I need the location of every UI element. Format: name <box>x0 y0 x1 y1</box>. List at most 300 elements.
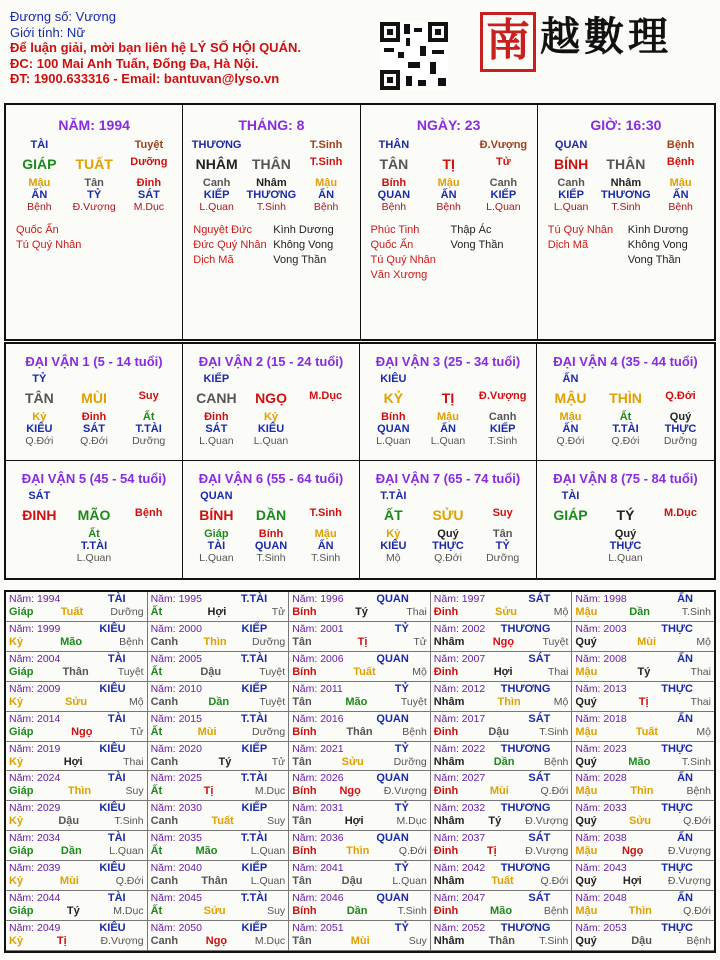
year-cell <box>572 742 714 772</box>
hidden-god: THƯƠNG <box>601 189 651 201</box>
hidden-god: QUAN <box>254 540 288 552</box>
hidden-god <box>543 540 598 552</box>
year-branch: Tý <box>637 665 651 678</box>
year-label: Năm: 2018 <box>575 712 627 725</box>
year-god: THỰC <box>661 862 693 875</box>
year-god: SÁT <box>528 593 551 605</box>
year-stem: Canh <box>150 635 179 648</box>
year-label: Năm: 2048 <box>575 892 627 905</box>
year-branch: Thìn <box>203 635 227 648</box>
year-life: Bệnh <box>543 905 569 918</box>
year-god: TỶ <box>394 622 409 635</box>
hidden-stem: Bính <box>381 411 406 423</box>
year-label: Năm: 2041 <box>292 862 344 875</box>
hidden-life <box>298 435 353 447</box>
hidden-life: L.Quan <box>608 552 643 564</box>
year-stem: Bính <box>292 905 317 918</box>
stem-branch: DẦN <box>255 507 287 523</box>
pillar-1 <box>183 105 360 339</box>
year-god: TÀI <box>107 593 126 605</box>
hidden-god: SÁT <box>205 423 228 435</box>
year-god: SÁT <box>528 892 551 905</box>
year-god: THỰC <box>661 922 693 935</box>
year-branch: Mão <box>345 695 368 708</box>
life-stage: M.Dục <box>664 507 697 519</box>
hidden-stem: Tân <box>84 177 104 189</box>
life-stage: M.Dục <box>309 390 343 402</box>
hidden-stem: Tân <box>492 528 513 540</box>
star: Vong Thần <box>450 239 504 251</box>
year-cell <box>289 801 431 831</box>
hidden-stem <box>298 411 353 423</box>
year-cell <box>148 921 290 951</box>
hidden-stem: Bính <box>258 528 284 540</box>
pillar-title: THÁNG: 8 <box>238 117 305 133</box>
stem-branch: MÙI <box>81 390 107 406</box>
year-branch: Ngọ <box>71 725 93 738</box>
year-life: L.Quan <box>109 845 144 858</box>
year-cell <box>431 712 573 742</box>
year-label: Năm: 2038 <box>575 832 627 845</box>
year-life: Tuyệt <box>259 665 286 678</box>
year-cell <box>289 831 431 861</box>
hidden-life: L.Quan <box>199 552 234 564</box>
stem-branch: TUẤT <box>75 156 113 172</box>
stem-branch: TỊ <box>441 390 455 406</box>
year-label: Năm: 2047 <box>433 892 486 905</box>
year-label: Năm: 2052 <box>433 922 486 935</box>
year-life: Mộ <box>553 695 569 708</box>
stem-branch: TỊ <box>442 156 455 172</box>
year-god: THỰC <box>661 682 693 695</box>
year-god: KIẾP <box>241 742 268 755</box>
hidden-god: KIẾP <box>490 189 517 201</box>
star: Vong Thần <box>627 254 681 266</box>
hidden-stem: Đinh <box>204 411 229 423</box>
year-label: Năm: 1994 <box>9 593 61 605</box>
year-stem: Đinh <box>433 785 459 798</box>
year-life: Thai <box>690 695 711 708</box>
year-god: THƯƠNG <box>500 622 551 635</box>
hidden-life: Mộ <box>386 552 401 564</box>
year-god: KIÊU <box>99 742 126 755</box>
hidden-god: TÀI <box>207 540 226 552</box>
year-cell <box>6 891 148 921</box>
year-life: Suy <box>408 935 427 948</box>
year-life: Tuyệt <box>117 665 144 678</box>
hidden-life: Bệnh <box>381 201 407 213</box>
dai-van-3 <box>360 344 537 461</box>
star: Nguyệt Đức <box>193 224 252 236</box>
year-label: Năm: 2021 <box>292 742 344 755</box>
year-god: QUAN <box>376 712 409 725</box>
hidden-life: Q.Đới <box>611 435 640 447</box>
year-label: Năm: 2003 <box>575 622 627 635</box>
year-stem: Mậu <box>575 665 598 678</box>
stem-branch: ẤT <box>384 507 403 523</box>
year-life: T.Sinh <box>114 815 144 828</box>
year-label: Năm: 2002 <box>433 622 486 635</box>
hidden-god <box>12 540 67 552</box>
hidden-life <box>121 552 176 564</box>
year-label: Năm: 2007 <box>433 652 486 665</box>
year-cell <box>431 592 573 622</box>
year-label: Năm: 2010 <box>150 682 202 695</box>
year-cell <box>6 861 148 891</box>
hidden-stem: Canh <box>202 177 231 189</box>
hidden-god: T.TÀI <box>612 423 639 435</box>
dai-van-title: ĐẠI VẬN 4 (35 - 44 tuổi) <box>553 354 698 369</box>
year-life: L.Quan <box>250 845 286 858</box>
year-cell <box>431 622 573 652</box>
stars-col1 <box>371 223 451 283</box>
year-cell <box>431 801 573 831</box>
hidden-god: TỶ <box>495 540 510 552</box>
year-cell <box>148 861 290 891</box>
hidden-life: T.Sinh <box>256 552 286 564</box>
year-label: Năm: 2032 <box>433 802 486 815</box>
year-label: Năm: 2025 <box>150 772 202 785</box>
year-life: Dưỡng <box>252 725 286 738</box>
stem-branch: KỶ <box>383 390 404 406</box>
year-god: KIÊU <box>99 922 126 935</box>
year-life: Q.Đới <box>540 785 569 798</box>
year-stem: Giáp <box>9 845 34 858</box>
year-god: THƯƠNG <box>500 682 551 695</box>
hidden-stem: Bính <box>381 177 407 189</box>
dai-van-title: ĐẠI VẬN 2 (15 - 24 tuổi) <box>198 354 344 369</box>
year-label: Năm: 2039 <box>9 862 61 875</box>
year-life: Tử <box>130 725 144 738</box>
life-stage: Suy <box>138 390 159 402</box>
year-cell <box>289 921 431 951</box>
hidden-life: Bệnh <box>436 201 461 213</box>
hidden-life: T.Sinh <box>611 201 641 213</box>
hidden-stem: Mậu <box>559 411 582 423</box>
year-life: Đ.Vượng <box>383 785 427 798</box>
year-stem: Quý <box>575 815 597 828</box>
year-god: TỶ <box>394 742 409 755</box>
year-branch: Thìn <box>630 785 654 798</box>
year-life: Tử <box>271 755 286 768</box>
year-cell <box>431 771 573 801</box>
year-life: Đ.Vượng <box>667 875 711 888</box>
star: Kình Dương <box>627 224 689 236</box>
dai-van-god: ẤN <box>562 373 579 385</box>
hidden-god: SÁT <box>83 423 105 435</box>
year-life: Đ.Vượng <box>100 935 144 948</box>
hidden-stem: Giáp <box>204 528 229 540</box>
year-label: Năm: 2020 <box>150 742 202 755</box>
dai-van-title: ĐẠI VẬN 6 (55 - 64 tuổi) <box>198 471 344 486</box>
year-god: ẤN <box>677 772 693 785</box>
stem-branch: SỬU <box>432 507 464 523</box>
year-label: Năm: 2044 <box>9 892 61 905</box>
year-branch: Tý <box>218 755 232 768</box>
year-stem: Giáp <box>9 665 34 678</box>
year-cell <box>572 622 714 652</box>
year-branch: Tuất <box>211 815 234 828</box>
hidden-life <box>543 552 598 564</box>
hidden-stem: Mậu <box>437 411 459 423</box>
stem-branch: THÌN <box>609 390 642 406</box>
hidden-stem: Mậu <box>437 177 460 189</box>
year-branch: Thìn <box>346 845 370 858</box>
hidden-life: L.Quan <box>76 552 112 564</box>
year-cell <box>6 831 148 861</box>
year-god: T.TÀI <box>240 712 268 725</box>
hidden-life: L.Quan <box>199 201 234 213</box>
hidden-god: THỰC <box>664 423 697 435</box>
year-label: Năm: 2050 <box>150 922 202 935</box>
year-label: Năm: 2037 <box>433 832 486 845</box>
year-branch: Mão <box>490 905 513 918</box>
dai-van-title: ĐẠI VẬN 8 (75 - 84 tuổi) <box>553 471 698 486</box>
year-branch: Sửu <box>628 815 651 828</box>
life-stage: Bệnh <box>666 156 695 168</box>
year-cell <box>6 622 148 652</box>
year-life: Đ.Vượng <box>667 845 711 858</box>
year-god: KIẾP <box>241 862 268 875</box>
year-label: Năm: 2011 <box>292 682 343 695</box>
year-label: Năm: 2008 <box>575 652 627 665</box>
year-life: Bệnh <box>686 785 711 798</box>
year-stem: Giáp <box>9 785 34 798</box>
year-cell <box>289 742 431 772</box>
year-branch: Dậu <box>341 875 363 888</box>
dai-van-title: ĐẠI VẬN 1 (5 - 14 tuổi) <box>25 354 163 369</box>
hidden-life: Q.Đới <box>556 435 585 447</box>
year-branch: Tuất <box>353 665 376 678</box>
hidden-life: Bệnh <box>313 201 339 213</box>
year-cell <box>148 891 290 921</box>
year-god: QUAN <box>376 772 409 785</box>
year-god: TÀI <box>107 832 126 845</box>
star: Tú Quý Nhân <box>370 254 436 266</box>
hidden-god: SÁT <box>137 189 160 201</box>
stem-branch: CANH <box>196 390 237 406</box>
year-life: Bệnh <box>119 635 144 648</box>
year-cell <box>289 891 431 921</box>
year-life: M.Dục <box>254 935 286 948</box>
year-label: Năm: 2026 <box>292 772 344 785</box>
year-table <box>4 590 716 953</box>
year-god: THƯƠNG <box>500 742 551 755</box>
year-label: Năm: 2049 <box>9 922 61 935</box>
year-god: QUAN <box>376 832 409 845</box>
hidden-life: L.Quan <box>430 435 466 447</box>
hidden-god: ẤN <box>672 189 689 201</box>
hidden-life: T.Sinh <box>311 552 341 564</box>
year-stem: Quý <box>575 755 597 768</box>
hidden-god <box>653 540 708 552</box>
year-god: TÀI <box>107 892 126 905</box>
year-stem: Mậu <box>575 785 598 798</box>
year-life: M.Dục <box>254 785 286 798</box>
hidden-stem: Đinh <box>136 177 162 189</box>
dai-van-2 <box>183 344 360 461</box>
year-stem: Quý <box>575 695 597 708</box>
hidden-god: ẤN <box>440 189 457 201</box>
year-life: L.Quan <box>250 875 286 888</box>
year-life: Thai <box>123 755 144 768</box>
dai-van-1 <box>6 344 183 461</box>
life-stage: Tử <box>496 156 511 168</box>
star: Đức Quý Nhân <box>193 239 267 251</box>
hidden-god: T.TÀI <box>80 540 108 552</box>
year-god: ẤN <box>677 892 693 905</box>
year-label: Năm: 2019 <box>9 742 61 755</box>
hidden-stem: Kỷ <box>386 528 401 540</box>
year-stem: Canh <box>150 695 179 708</box>
year-stem: Nhâm <box>433 935 465 948</box>
hidden-stem: Mậu <box>314 528 337 540</box>
hidden-life <box>12 552 67 564</box>
year-branch: Dậu <box>58 815 80 828</box>
dai-van-grid <box>4 342 716 580</box>
year-life: Đ.Vượng <box>525 815 569 828</box>
hidden-stem: Mậu <box>28 177 51 189</box>
dai-van-god: KIẾP <box>203 373 230 385</box>
stem-branch: NHÂM <box>195 156 238 172</box>
pillar-ten-god: Tuyệt <box>134 139 164 151</box>
year-branch: Thân <box>62 665 89 678</box>
year-label: Năm: 2014 <box>9 712 61 725</box>
stem-branch: ĐINH <box>22 507 57 523</box>
year-stem: Bính <box>292 606 317 618</box>
year-branch: Hợi <box>344 815 364 828</box>
year-life: Dưỡng <box>110 606 144 618</box>
year-god: KIÊU <box>99 862 126 875</box>
year-label: Năm: 2001 <box>292 622 344 635</box>
hidden-stem: Mậu <box>669 177 692 189</box>
year-life: M.Dục <box>396 815 427 828</box>
pillar-ten-god: Đ.Vượng <box>479 139 528 151</box>
year-label: Năm: 2022 <box>433 742 486 755</box>
year-stem: Canh <box>150 815 179 828</box>
year-branch: Tý <box>488 815 502 828</box>
stem-branch: THÂN <box>251 156 291 172</box>
year-life: Tuyệt <box>400 695 427 708</box>
year-stem: Canh <box>150 755 179 768</box>
year-cell <box>572 592 714 622</box>
year-god: T.TÀI <box>240 892 268 905</box>
life-stage: Suy <box>492 507 513 519</box>
hidden-stem <box>653 528 708 540</box>
star: Quốc Ấn <box>370 239 414 251</box>
year-branch: Tý <box>66 905 80 918</box>
year-branch: Mùi <box>637 635 657 648</box>
year-branch: Thìn <box>628 905 652 918</box>
star: Dịch Mã <box>547 239 589 251</box>
star: Vong Thần <box>273 254 327 266</box>
pillar-ten-god: Bệnh <box>666 139 695 151</box>
star: Quốc Ấn <box>16 224 59 236</box>
hidden-god: QUAN <box>377 423 410 435</box>
year-god: TÀI <box>107 652 126 665</box>
year-branch: Hợi <box>622 875 642 888</box>
pillar-ten-god <box>599 139 654 151</box>
year-life: Q.Đới <box>540 875 569 888</box>
year-god: THỰC <box>661 802 693 815</box>
stem-branch: GIÁP <box>553 507 588 523</box>
hidden-life: Đ.Vượng <box>72 201 116 213</box>
hidden-god: ẤN <box>31 189 48 201</box>
hidden-stem: Quý <box>614 528 637 540</box>
stars-col2 <box>628 223 688 268</box>
hidden-stem <box>121 528 176 540</box>
year-life: M.Dục <box>113 905 144 918</box>
year-branch: Tị <box>203 785 214 798</box>
year-stem: Tân <box>292 695 312 708</box>
year-life: Q.Đới <box>683 815 711 828</box>
year-god: QUAN <box>376 593 409 605</box>
year-label: Năm: 2045 <box>150 892 202 905</box>
gender: Giới tính: Nữ <box>10 24 86 40</box>
year-life: Suy <box>267 905 286 918</box>
year-god: KIẾP <box>241 802 268 815</box>
year-branch: Thân <box>488 935 515 948</box>
year-god: ẤN <box>677 832 693 845</box>
contact-line: Để luận giải, mời bạn liên hệ LÝ SỐ HỘI QUÁN. <box>10 40 301 55</box>
year-cell <box>148 771 290 801</box>
dai-van-title: ĐẠI VẬN 3 (25 - 34 tuổi) <box>375 354 521 369</box>
year-stem: Kỷ <box>9 815 24 828</box>
qr-code-icon <box>380 22 448 90</box>
year-stem: Đinh <box>433 725 459 738</box>
stars-col2 <box>273 223 333 268</box>
life-stage: Dưỡng <box>130 156 168 168</box>
year-label: Năm: 2036 <box>292 832 344 845</box>
year-label: Năm: 2000 <box>150 622 202 635</box>
year-cell <box>572 861 714 891</box>
year-god: TỶ <box>394 802 409 815</box>
year-life: Đ.Vượng <box>525 845 569 858</box>
year-label: Năm: 2035 <box>150 832 202 845</box>
hidden-life: Dưỡng <box>663 435 698 447</box>
year-cell <box>431 831 573 861</box>
dai-van-god: KIÊU <box>380 373 407 385</box>
stem-branch: GIÁP <box>22 156 57 172</box>
dai-van-4 <box>537 344 714 461</box>
hidden-god: KIÊU <box>257 423 285 435</box>
year-life: Mộ <box>129 695 144 708</box>
year-cell <box>6 592 148 622</box>
year-cell <box>148 801 290 831</box>
year-stem: Kỷ <box>9 875 24 888</box>
year-stem: Kỷ <box>9 755 24 768</box>
year-label: Năm: 2034 <box>9 832 61 845</box>
year-cell <box>572 712 714 742</box>
life-stage: Q.Đới <box>665 390 696 402</box>
year-stem: Mậu <box>575 725 598 738</box>
year-label: Năm: 2015 <box>150 712 202 725</box>
pillar-ten-god: THƯƠNG <box>191 139 242 151</box>
pillar-ten-god: TÀI <box>30 139 49 151</box>
year-branch: Ngọ <box>339 785 361 798</box>
year-stem: Giáp <box>9 905 34 918</box>
pillar-ten-god: THÂN <box>378 139 410 151</box>
year-label: Năm: 2023 <box>575 742 627 755</box>
year-life: Mộ <box>553 606 569 618</box>
hidden-stem: Nhâm <box>610 177 642 189</box>
year-branch: Thân <box>201 875 228 888</box>
year-label: Năm: 2051 <box>292 922 344 935</box>
year-cell <box>431 652 573 682</box>
year-branch: Dậu <box>631 935 653 948</box>
year-branch: Mùi <box>59 875 79 888</box>
logo-seal: 南 <box>480 12 536 72</box>
